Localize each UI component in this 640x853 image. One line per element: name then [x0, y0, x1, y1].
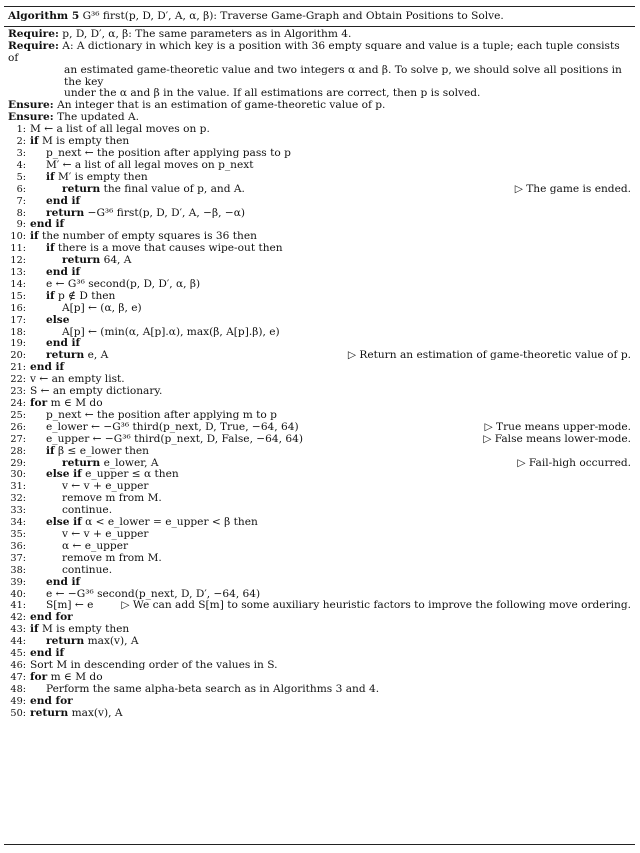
code-line	[4, 553, 631, 565]
keyword: return	[62, 255, 101, 267]
code-statement	[30, 172, 631, 184]
statement-text: max(v), A	[87, 636, 139, 648]
code-line	[4, 350, 631, 362]
code-line	[4, 696, 631, 708]
code-statement	[30, 458, 511, 470]
code-line	[4, 184, 631, 196]
line-number: 40:	[10, 588, 26, 600]
line-number: 31:	[10, 481, 26, 493]
code-line	[4, 255, 631, 267]
requirement-line	[4, 41, 631, 65]
line-number: 32:	[10, 493, 26, 505]
line-number: 44:	[10, 636, 26, 648]
code-statement	[30, 505, 631, 517]
code-line	[4, 469, 631, 481]
line-number: 47:	[10, 671, 26, 683]
code-line	[4, 243, 631, 255]
code-line	[4, 208, 631, 220]
statement-text: S[m] ← e	[46, 600, 94, 612]
code-statement	[30, 612, 631, 624]
line-number: 35:	[10, 528, 26, 540]
line-number: 43:	[10, 624, 26, 636]
line-number: 22:	[10, 374, 26, 386]
line-number: 21:	[10, 362, 26, 374]
code-statement	[30, 398, 631, 410]
code-line	[4, 517, 631, 529]
keyword: return	[62, 457, 101, 469]
statement-text: max(v), A	[71, 707, 123, 719]
keyword: end for	[30, 695, 73, 707]
keyword: if	[46, 290, 55, 302]
code-statement	[30, 600, 115, 612]
statement-text: v ← v + e_upper	[62, 481, 149, 493]
code-statement	[30, 160, 631, 172]
statement-text: e_upper ≤ α then	[85, 469, 179, 481]
statement-text: p_next ← the position after applying m to p	[46, 409, 277, 421]
line-number: 42:	[10, 612, 26, 624]
keyword: if	[46, 445, 55, 457]
code-line	[4, 136, 631, 148]
line-number: 2:	[16, 136, 26, 148]
code-line	[4, 267, 631, 279]
comment: ▷ Return an estimation of game-theoretic value of p.	[347, 349, 631, 362]
line-number: 46:	[10, 659, 26, 671]
statement-text: the number of empty squares is 36 then	[41, 231, 257, 243]
keyword: else if	[46, 469, 82, 481]
algorithm-header	[4, 7, 635, 26]
code-statement	[30, 672, 631, 684]
code-line	[4, 493, 631, 505]
code-line	[4, 612, 631, 624]
line-number: 41:	[10, 600, 26, 612]
code-line	[4, 505, 631, 517]
line-number: 48:	[10, 683, 26, 695]
code-line	[4, 565, 631, 577]
code-statement	[30, 196, 631, 208]
keyword: return	[46, 207, 85, 219]
line-number: 27:	[10, 433, 26, 445]
statement-text: m ∈ M do	[50, 398, 103, 409]
code-statement	[30, 684, 631, 696]
code-line	[4, 172, 631, 184]
keyword: end if	[30, 648, 65, 660]
code-line	[4, 541, 631, 553]
keyword: return	[46, 350, 85, 362]
comment: ▷ True means upper-mode.	[484, 420, 631, 433]
line-number: 12:	[10, 255, 26, 267]
code-line	[4, 577, 631, 589]
code-statement	[30, 350, 342, 362]
requirement-text: an estimated game-theoretic value and two integers α and β. To solve p, we should solve all positions in the key	[64, 63, 622, 88]
code-line	[4, 231, 631, 243]
statement-text: Perform the same alpha-beta search as in Algorithms 3 and 4.	[46, 683, 380, 695]
code-statement	[30, 255, 631, 267]
statement-text: e ← −G³⁶ second(p_next, D, D′, −64, 64)	[46, 588, 261, 600]
code-line	[4, 660, 631, 672]
requirement-line	[4, 65, 631, 89]
statement-text: p_next ← the position after applying pass to p	[46, 147, 291, 159]
statement-text: e_upper ← −G³⁶ third(p_next, D, False, −64, 64)	[46, 433, 304, 445]
line-number: 39:	[10, 576, 26, 588]
statement-text: the final value of p, and A.	[103, 183, 245, 195]
line-number: 49:	[10, 695, 26, 707]
line-number: 11:	[10, 243, 26, 255]
code-statement	[30, 279, 631, 291]
line-number: 29:	[10, 457, 26, 469]
comment: ▷ We can add S[m] to some auxiliary heuristic factors to improve the following move ordering.	[121, 599, 631, 612]
code-statement	[30, 648, 631, 660]
comment: ▷ The game is ended.	[514, 182, 631, 195]
code-line	[4, 398, 631, 410]
code-statement	[30, 315, 631, 327]
code-line	[4, 446, 631, 458]
line-number: 30:	[10, 469, 26, 481]
statement-text: M is empty then	[41, 624, 130, 636]
code-statement	[30, 481, 631, 493]
line-number: 26:	[10, 421, 26, 433]
code-statement	[30, 291, 631, 303]
code-statement	[30, 469, 631, 481]
line-number: 25:	[10, 409, 26, 421]
code-line	[4, 327, 631, 339]
statement-text: continue.	[62, 564, 113, 576]
code-statement	[30, 493, 631, 505]
line-number: 23:	[10, 386, 26, 398]
code-statement	[30, 422, 478, 434]
code-line	[4, 481, 631, 493]
algorithm-block	[4, 6, 635, 844]
statement-text: continue.	[62, 505, 113, 517]
statement-text: e_lower ← −G³⁶ third(p_next, D, True, −64, 64)	[46, 421, 299, 433]
code-statement	[30, 184, 509, 196]
statement-text: Sort M in descending order of the values in S.	[30, 659, 278, 671]
statement-text: A[p] ← (min(α, A[p].α), max(β, A[p].β), e)	[62, 326, 280, 338]
line-number: 14:	[10, 278, 26, 290]
keyword: end if	[46, 267, 81, 279]
statement-text: v ← an empty list.	[30, 374, 125, 386]
code-statement	[30, 708, 631, 720]
keyword: else	[46, 314, 70, 326]
code-statement	[30, 124, 631, 136]
keyword: for	[30, 671, 48, 683]
code-statement	[30, 553, 631, 565]
keyword: return	[62, 183, 101, 195]
comment: ▷ Fail-high occurred.	[517, 456, 631, 469]
code-statement	[30, 219, 631, 231]
line-number: 20:	[10, 350, 26, 362]
code-line	[4, 196, 631, 208]
line-number: 28:	[10, 445, 26, 457]
code-statement	[30, 231, 631, 243]
keyword: for	[30, 398, 48, 409]
code-line	[4, 386, 631, 398]
code-statement	[30, 446, 631, 458]
code-line	[4, 672, 631, 684]
line-number: 13:	[10, 267, 26, 279]
code-statement	[30, 243, 631, 255]
code-line	[4, 422, 631, 434]
statement-text: A[p] ← (α, β, e)	[62, 302, 142, 314]
line-number: 8:	[16, 207, 26, 219]
line-number: 7:	[16, 195, 26, 207]
requirement-label: Require:	[8, 27, 59, 40]
code-statement	[30, 208, 631, 220]
line-number: 16:	[10, 302, 26, 314]
line-number: 38:	[10, 564, 26, 576]
statement-text: 64, A	[103, 255, 132, 267]
requirement-text: The updated A.	[57, 111, 139, 124]
statement-text: M′ ← a list of all legal moves on p_next	[46, 159, 254, 171]
code-line	[4, 148, 631, 160]
code-statement	[30, 148, 631, 160]
code-line	[4, 291, 631, 303]
statement-text: α < e_lower = e_upper < β then	[85, 517, 258, 529]
statement-text: M ← a list of all legal moves on p.	[30, 124, 210, 136]
code-line	[4, 315, 631, 327]
code-statement	[30, 660, 631, 672]
code-line	[4, 124, 631, 136]
code-statement	[30, 136, 631, 148]
code-statement	[30, 386, 631, 398]
line-number: 33:	[10, 505, 26, 517]
code-line	[4, 458, 631, 470]
line-number: 15:	[10, 290, 26, 302]
keyword: return	[30, 707, 69, 719]
code-statement	[30, 434, 477, 446]
keyword: end if	[46, 338, 81, 350]
keyword: if	[30, 624, 39, 636]
keyword: if	[46, 243, 55, 255]
line-number: 37:	[10, 552, 26, 564]
algorithm-title: G³⁶ first(p, D, D′, A, α, β): Traverse Game-Graph and Obtain Positions to Solve.	[82, 10, 504, 22]
code-line	[4, 636, 631, 648]
line-number: 17:	[10, 314, 26, 326]
line-number: 24:	[10, 398, 26, 409]
comment: ▷ False means lower-mode.	[483, 432, 631, 445]
code-line	[4, 648, 631, 660]
requirement-text: An integer that is an estimation of game-theoretic value of p.	[57, 99, 386, 112]
statement-text: there is a move that causes wipe-out then	[57, 243, 283, 255]
keyword: return	[46, 636, 85, 648]
code-line	[4, 279, 631, 291]
statement-text: M is empty then	[41, 136, 130, 148]
statement-text: e_lower, A	[103, 457, 159, 469]
requirement-label: Ensure:	[8, 99, 54, 112]
requirement-label: Require:	[8, 39, 59, 52]
line-number: 36:	[10, 540, 26, 552]
statement-text: m ∈ M do	[50, 671, 103, 683]
code-statement	[30, 303, 631, 315]
code-line	[4, 708, 631, 720]
code-line	[4, 219, 631, 231]
code-statement	[30, 624, 631, 636]
pseudocode	[4, 124, 631, 719]
code-line	[4, 434, 631, 446]
statement-text: S ← an empty dictionary.	[30, 386, 163, 398]
keyword: end if	[46, 576, 81, 588]
keyword: if	[30, 136, 39, 148]
code-statement	[30, 327, 631, 339]
code-statement	[30, 362, 631, 374]
algorithm-label: Algorithm 5	[8, 10, 80, 22]
keyword: end if	[46, 195, 81, 207]
code-line	[4, 160, 631, 172]
code-statement	[30, 529, 631, 541]
code-statement	[30, 517, 631, 529]
statement-text: β ≤ e_lower then	[57, 445, 149, 457]
statement-text: e ← G³⁶ second(p, D, D′, α, β)	[46, 278, 201, 290]
keyword: if	[46, 171, 55, 183]
statement-text: v ← v + e_upper	[62, 528, 149, 540]
line-number: 50:	[10, 707, 26, 719]
statement-text: p ∉ D then	[57, 290, 116, 302]
code-line	[4, 684, 631, 696]
keyword: else if	[46, 517, 82, 529]
keyword: end for	[30, 612, 73, 624]
code-statement	[30, 696, 631, 708]
code-line	[4, 374, 631, 386]
code-line	[4, 600, 631, 612]
code-statement	[30, 577, 631, 589]
statement-text: M′ is empty then	[57, 171, 148, 183]
line-number: 5:	[16, 171, 26, 183]
code-statement	[30, 267, 631, 279]
requirement-label: Ensure:	[8, 111, 54, 124]
keyword: end if	[30, 219, 65, 231]
requirement-line	[4, 112, 631, 124]
line-number: 10:	[10, 231, 26, 243]
line-number: 45:	[10, 648, 26, 660]
requirement-text: p, D, D′, α, β: The same parameters as in Algorithm 4.	[62, 27, 352, 40]
code-line	[4, 624, 631, 636]
code-line	[4, 303, 631, 315]
requirements	[4, 29, 631, 124]
code-line	[4, 529, 631, 541]
bottom-rule	[4, 844, 635, 845]
algorithm-body	[4, 27, 635, 720]
statement-text: −G³⁶ first(p, D, D′, A, −β, −α)	[87, 207, 246, 219]
statement-text: α ← e_upper	[62, 540, 129, 552]
line-number: 6:	[16, 183, 26, 195]
code-statement	[30, 541, 631, 553]
keyword: end if	[30, 362, 65, 374]
line-number: 4:	[16, 159, 26, 171]
requirement-text: A: A dictionary in which key is a position with 36 empty square and value is a tuple; each tuple consists of	[8, 39, 620, 64]
line-number: 3:	[16, 147, 26, 159]
line-number: 18:	[10, 326, 26, 338]
code-statement	[30, 374, 631, 386]
code-statement	[30, 565, 631, 577]
line-number: 34:	[10, 517, 26, 529]
code-statement	[30, 636, 631, 648]
line-number: 19:	[10, 338, 26, 350]
line-number: 1:	[16, 124, 26, 136]
statement-text: remove m from M.	[62, 552, 162, 564]
requirement-text: under the α and β in the value. If all estimations are correct, then p is solved.	[64, 87, 481, 100]
statement-text: remove m from M.	[62, 493, 162, 505]
statement-text: e, A	[87, 350, 109, 362]
code-line	[4, 362, 631, 374]
line-number: 9:	[16, 219, 26, 231]
keyword: if	[30, 231, 39, 243]
